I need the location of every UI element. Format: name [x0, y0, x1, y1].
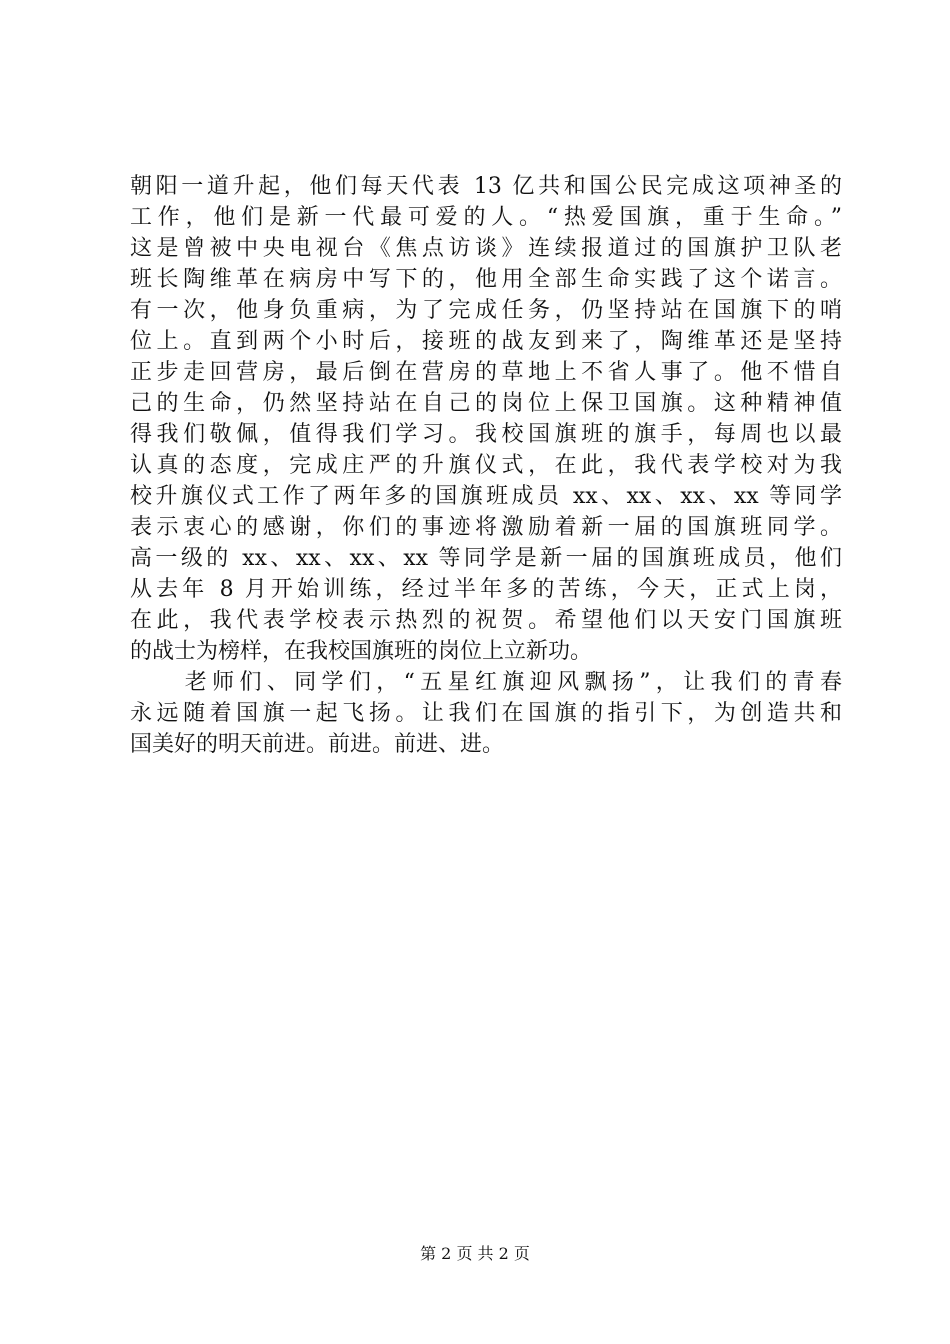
text-line: 正步走回营房，最后倒在营房的草地上不省人事了。他不惜自	[130, 360, 842, 385]
text-line: 得我们敬佩，值得我们学习。我校国旗班的旗手，每周也以最	[130, 422, 842, 447]
text-line: 工作，他们是新一代最可爱的人。“热爱国旗，重于生命。”	[130, 205, 842, 230]
text-line: 高一级的 xx、xx、xx、xx 等同学是新一届的国旗班成员，他们	[130, 546, 842, 571]
page-footer: 第 2 页 共 2 页	[420, 1244, 530, 1263]
text-line: 表示衷心的感谢，你们的事迹将激励着新一届的国旗班同学。	[130, 515, 842, 540]
text-line: 班长陶维革在病房中写下的，他用全部生命实践了这个诺言。	[130, 267, 842, 292]
text-line: 校升旗仪式工作了两年多的国旗班成员 xx、xx、xx、xx 等同学	[130, 484, 842, 509]
text-line: 位上。直到两个小时后，接班的战友到来了，陶维革还是坚持	[130, 329, 842, 354]
text-line: 从去年 8 月开始训练，经过半年多的苦练，今天，正式上岗，	[130, 577, 842, 602]
text-line: 己的生命，仍然坚持站在自己的岗位上保卫国旗。这种精神值	[130, 391, 842, 416]
body-text	[130, 171, 842, 760]
text-line: 永远随着国旗一起飞扬。让我们在国旗的指引下，为创造共和	[130, 701, 842, 726]
text-line: 有一次，他身负重病，为了完成任务，仍坚持站在国旗下的哨	[130, 298, 842, 323]
text-line: 在此，我代表学校表示热烈的祝贺。希望他们以天安门国旗班	[130, 608, 842, 633]
text-line: 这是曾被中央电视台《焦点访谈》连续报道过的国旗护卫队老	[130, 236, 842, 261]
text-line: 老师们、同学们，“五星红旗迎风飘扬”，让我们的青春	[130, 670, 842, 695]
text-line: 国美好的明天前进。前进。前进、进。	[130, 732, 505, 757]
text-line: 朝阳一道升起，他们每天代表 13 亿共和国公民完成这项神圣的	[130, 174, 842, 199]
text-line: 的战士为榜样，在我校国旗班的岗位上立新功。	[130, 639, 593, 664]
text-line: 认真的态度，完成庄严的升旗仪式，在此，我代表学校对为我	[130, 453, 842, 478]
